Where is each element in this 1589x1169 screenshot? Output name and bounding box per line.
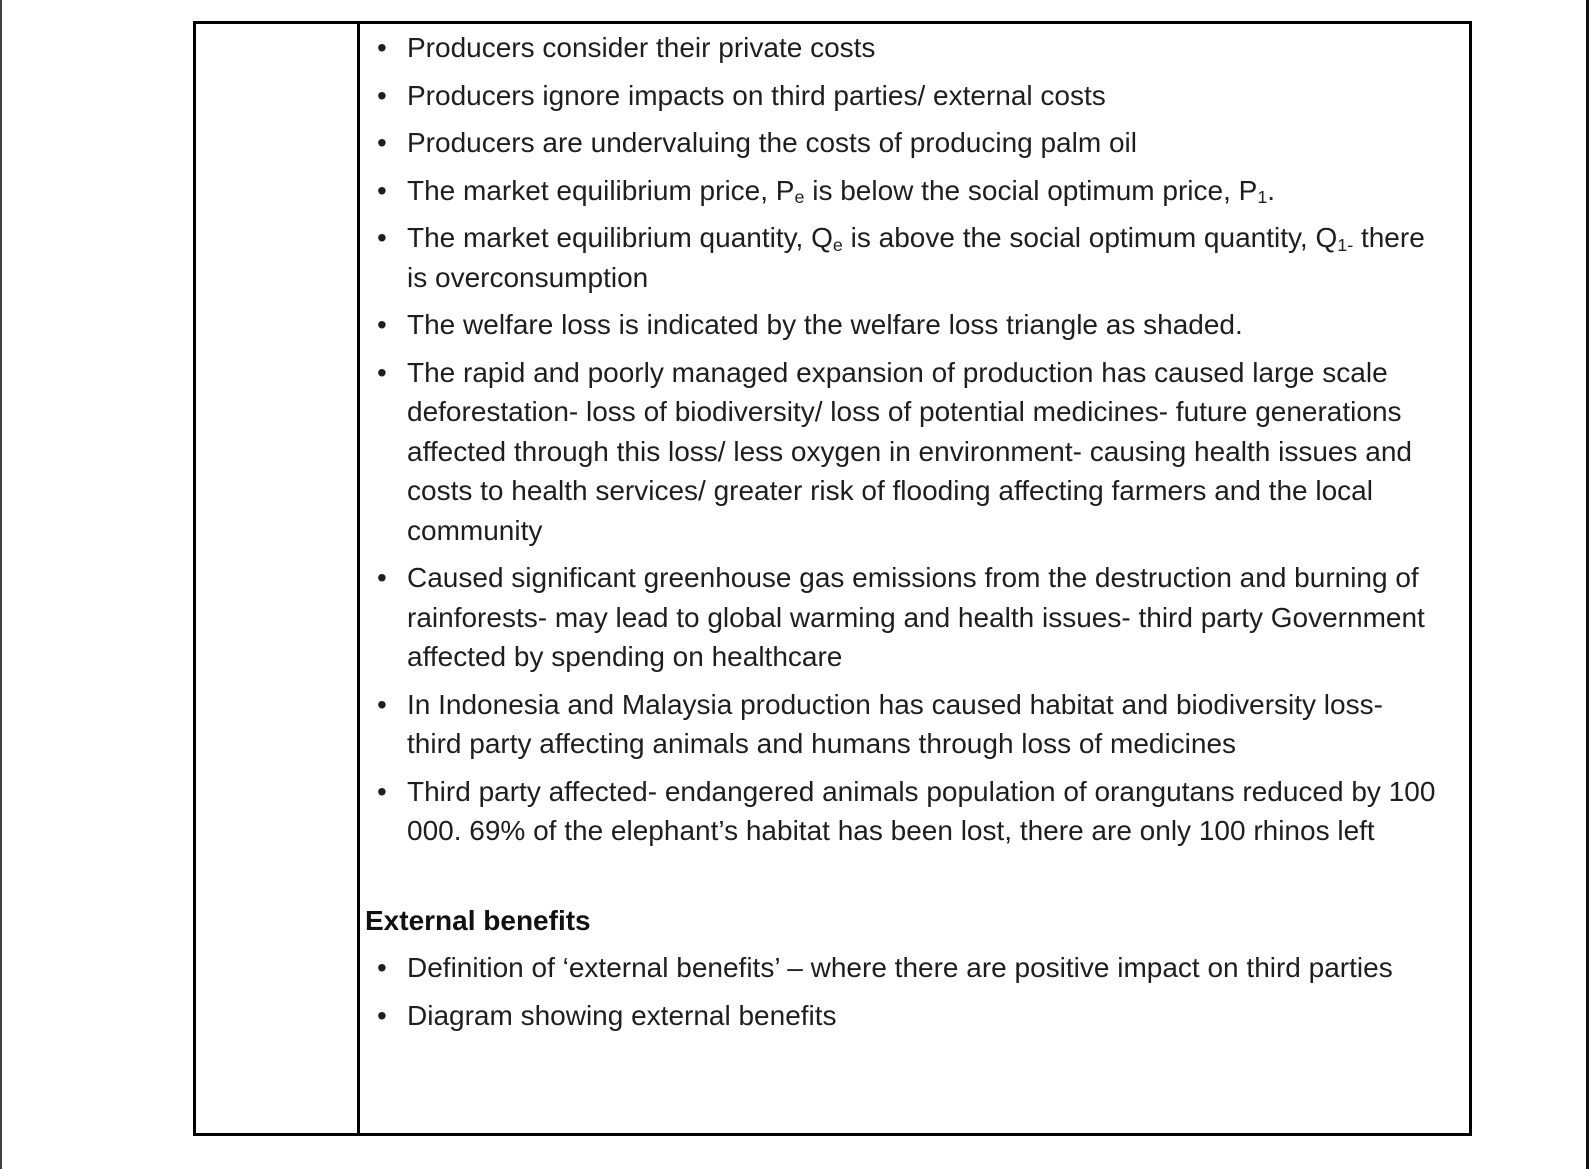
- bullet-marker-icon: •: [377, 79, 387, 111]
- text-segment: The rapid and poorly managed expansion of production has caused large scale deforestation- loss of biodiversity/ loss of potential medicines- future generations affected through this loss/ less oxygen in environment- causing health issues and costs to health services/ greater risk of flooding affecting farmers and the local community: [407, 356, 1412, 546]
- text-segment: Producers ignore impacts on third parties/ external costs: [407, 79, 1106, 111]
- text-segment: The market equilibrium price, P: [407, 174, 795, 206]
- bullet-item: [365, 685, 1437, 764]
- bullet-marker-icon: •: [377, 775, 387, 807]
- bullet-marker-icon: •: [377, 222, 387, 253]
- subscript-text: 1: [1257, 187, 1268, 208]
- text-segment: Diagram showing external benefits: [407, 999, 837, 1031]
- bullet-item: [365, 123, 1437, 163]
- bullet-marker-icon: •: [377, 952, 387, 983]
- bullet-text: [407, 357, 1412, 546]
- bullet-text: [407, 32, 875, 63]
- text-segment: Third party affected- endangered animals population of orangutans reduced by 100 000. 69% of the elephant’s habitat has been lost, there are only 100 rhinos left: [407, 775, 1436, 846]
- bullet-text: [407, 952, 1393, 983]
- table-cell-empty: [196, 24, 360, 1133]
- bullet-text: [407, 1000, 837, 1031]
- text-segment: The market equilibrium quantity, Q: [407, 222, 833, 253]
- bullet-item: [365, 218, 1437, 297]
- subscript-text: e: [794, 187, 805, 208]
- bullet-marker-icon: •: [377, 127, 387, 158]
- bullet-text: [407, 222, 1425, 293]
- bullet-item: [365, 772, 1437, 851]
- bullet-item: [365, 305, 1437, 345]
- bullet-item: [365, 353, 1437, 551]
- page-border-left: [0, 0, 2, 1169]
- bullet-marker-icon: •: [377, 999, 387, 1031]
- bullet-marker-icon: •: [377, 688, 387, 720]
- bullet-item: [365, 171, 1437, 211]
- bullet-item: [365, 558, 1437, 677]
- bullet-item: [365, 948, 1437, 988]
- bullet-marker-icon: •: [377, 356, 387, 388]
- bullet-marker-icon: •: [377, 562, 387, 593]
- subscript-text: 1-: [1337, 234, 1354, 255]
- bullet-text: [407, 309, 1243, 340]
- section-heading: External benefits: [365, 904, 591, 936]
- bullet-text: [407, 175, 1275, 206]
- bullet-text: [407, 562, 1425, 672]
- text-segment: Definition of ‘external benefits’ – where there are positive impact on third parties: [407, 952, 1393, 983]
- mark-scheme-table: [193, 21, 1472, 1136]
- text-segment: Producers are undervaluing the costs of producing palm oil: [407, 127, 1137, 158]
- text-segment: .: [1267, 174, 1276, 206]
- text-segment: is below the social optimum price, P: [804, 174, 1258, 206]
- bullet-item: [365, 76, 1437, 116]
- bullet-marker-icon: •: [377, 174, 387, 206]
- bullet-marker-icon: •: [377, 32, 387, 63]
- bullet-marker-icon: •: [377, 309, 387, 340]
- text-segment: Caused significant greenhouse gas emissions from the destruction and burning of rainforests- may lead to global warming and health issues- third party Government affected by spending on healthcare: [407, 562, 1425, 672]
- text-segment: is above the social optimum quantity, Q: [842, 222, 1338, 253]
- bullet-text: [407, 127, 1137, 158]
- bullet-text: [407, 776, 1435, 847]
- text-segment: Producers consider their private costs: [407, 32, 876, 63]
- text-segment: there is overconsumption: [407, 222, 1425, 293]
- bullet-text: [407, 80, 1106, 111]
- bullet-text: [407, 689, 1383, 760]
- subscript-text: e: [832, 234, 843, 255]
- bullet-list-external-costs: [365, 28, 1437, 851]
- bullet-item: [365, 28, 1437, 68]
- text-segment: In Indonesia and Malaysia production has caused habitat and biodiversity loss- third party affecting animals and humans through loss of medicines: [407, 688, 1383, 759]
- bullet-item: [365, 996, 1437, 1036]
- bullet-list-external-benefits: [365, 948, 1437, 1035]
- table-cell-content: [360, 24, 1469, 1133]
- text-segment: The welfare loss is indicated by the welfare loss triangle as shaded.: [407, 309, 1243, 340]
